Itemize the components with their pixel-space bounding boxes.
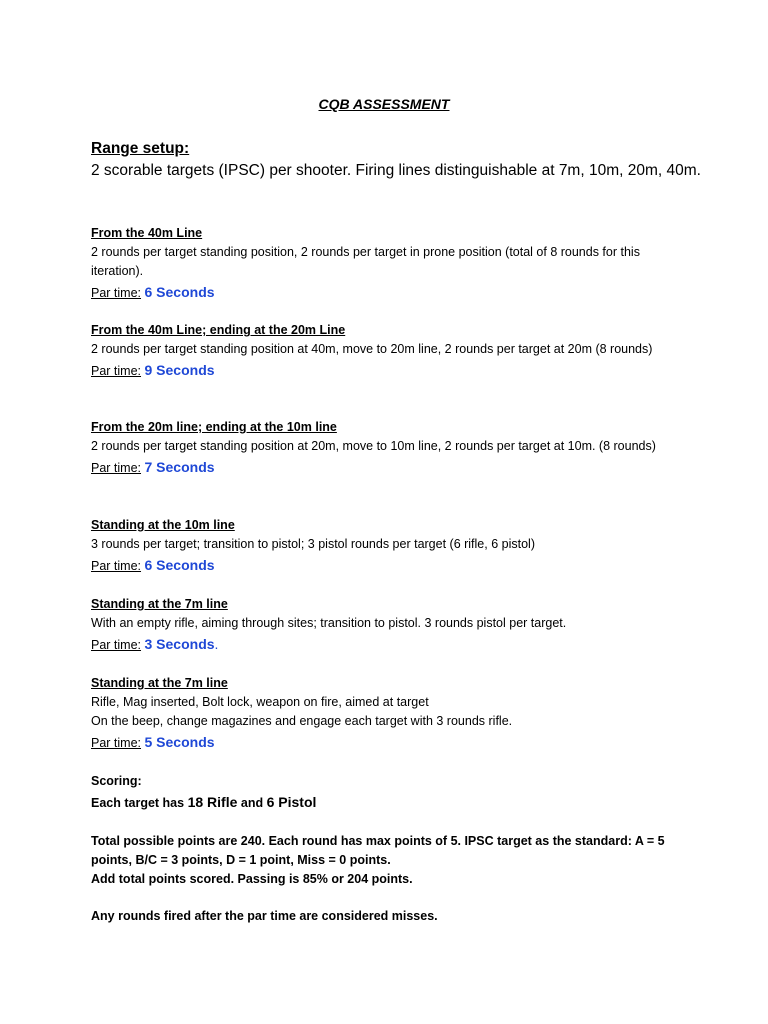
stage-heading: Standing at the 7m line — [91, 597, 228, 611]
scoring-section — [91, 772, 691, 814]
par-time-value: 9 Seconds — [144, 362, 215, 378]
par-time-label: Par time: — [91, 364, 142, 378]
par-time-label: Par time: — [91, 736, 142, 750]
misses-text: Any rounds fired after the par time are considered misses. — [91, 909, 438, 923]
stage-heading: From the 40m Line — [91, 226, 203, 240]
stage-heading: From the 40m Line; ending at the 20m Line — [91, 323, 346, 337]
range-setup-heading: Range setup: — [91, 140, 190, 157]
par-time-value: 3 Seconds — [144, 636, 215, 652]
stage-description: Rifle, Mag inserted, Bolt lock, weapon on fire, aimed at target — [91, 695, 429, 709]
par-time-value: 5 Seconds — [144, 734, 215, 750]
stage-description: On the beep, change magazines and engage each target with 3 rounds rifle. — [91, 714, 513, 728]
stage-heading: Standing at the 7m line — [91, 676, 228, 690]
par-time-value: 7 Seconds — [144, 459, 215, 475]
stage-description: 2 rounds per target standing position, 2 rounds per target in prone position (total of 8 rounds for this iteration). — [91, 245, 640, 278]
and-text: and — [240, 796, 264, 810]
par-time-label: Par time: — [91, 559, 142, 573]
stage-section — [91, 516, 691, 576]
stage-heading: From the 20m line; ending at the 10m line — [91, 420, 337, 434]
document-title: CQB ASSESSMENT — [318, 96, 450, 112]
par-time-value: 6 Seconds — [144, 284, 215, 300]
stage-section — [91, 674, 691, 753]
stage-section — [91, 224, 691, 303]
stage-description: 2 rounds per target standing position at 20m, move to 10m line, 2 rounds per target at 10m. (8 rounds) — [91, 439, 656, 453]
par-time-label: Par time: — [91, 286, 142, 300]
misses-paragraph — [91, 907, 691, 926]
par-time-label: Par time: — [91, 461, 142, 475]
rifle-count: 18 Rifle — [187, 794, 238, 810]
stage-description: 2 rounds per target standing position at 40m, move to 20m line, 2 rounds per target at 20m (8 rounds) — [91, 342, 653, 356]
each-target-prefix: Each target has — [91, 796, 185, 810]
range-setup-text: 2 scorable targets (IPSC) per shooter. Firing lines distinguishable at 7m, 10m, 20m, 40m. — [91, 162, 701, 179]
par-time-line — [91, 555, 691, 576]
scoring-heading: Scoring: — [91, 774, 142, 788]
target-composition-line — [91, 792, 691, 814]
par-time-line — [91, 457, 691, 478]
par-time-line — [91, 282, 691, 303]
stage-section — [91, 595, 691, 655]
par-time-line — [91, 732, 691, 753]
par-time-line — [91, 360, 691, 381]
stage-section — [91, 418, 691, 478]
stage-heading: Standing at the 10m line — [91, 518, 235, 532]
par-time-line — [91, 634, 691, 655]
par-time-suffix: . — [214, 636, 219, 652]
stage-description: 3 rounds per target; transition to pistol; 3 pistol rounds per target (6 rifle, 6 pistol) — [91, 537, 535, 551]
points-paragraph — [91, 832, 691, 889]
par-time-label: Par time: — [91, 638, 142, 652]
par-time-value: 6 Seconds — [144, 557, 215, 573]
points-text: Total possible points are 240. Each round has max points of 5. IPSC target as the standard: A = 5 points, B/C = 3 points, D = 1 point, Miss = 0 points. — [91, 834, 665, 867]
pistol-count: 6 Pistol — [266, 794, 317, 810]
stage-section — [91, 321, 691, 381]
passing-text: Add total points scored. Passing is 85% or 204 points. — [91, 872, 413, 886]
stage-description: With an empty rifle, aiming through sites; transition to pistol. 3 rounds pistol per target. — [91, 616, 567, 630]
